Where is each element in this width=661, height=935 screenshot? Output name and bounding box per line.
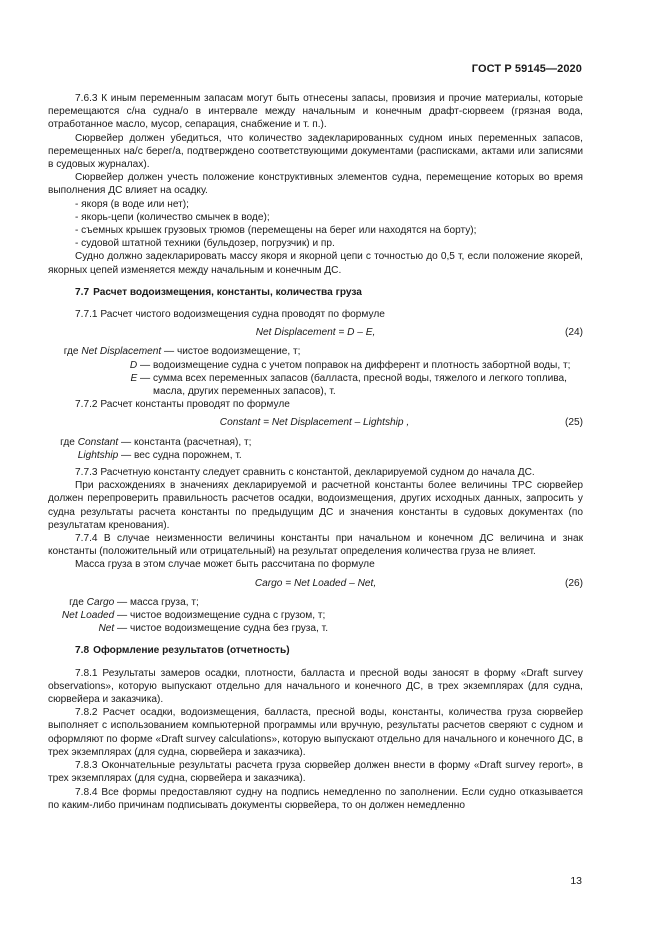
paragraph: Судно должно задекларировать массу якоря и якорной цепи с точностью до 0,5 т, если положение якорей, якорных цепей изменяется между начальным и конечным ДС. xyxy=(48,251,583,276)
paragraph: 7.6.3 К иным переменным запасам могут быть отнесены запасы, провизия и прочие материалы, которые перемещаются с/на судна/о в интервале между начальным и конечным драфт-сюрвеем (грязная вода, отработанное масло, мусор, сепарация, снабжение и т. п.). xyxy=(48,93,583,131)
definition-description: константа (расчетная), т; xyxy=(134,436,252,448)
document-body xyxy=(48,92,583,812)
definition-description: сумма всех переменных запасов (балласта, пресной воды, тяжелого и легкого топлива, масла, других переменных запасов), т. xyxy=(153,372,567,398)
definition-row: Lightship — вес судна порожнем, т. xyxy=(48,449,583,462)
section-number: 7.7 xyxy=(75,286,90,298)
definitions-list xyxy=(48,345,583,398)
section-number: 7.8 xyxy=(75,645,90,657)
paragraph: 7.8.4 Все формы предоставляют судну на подпись немедленно по заполнении. Если судно отказывается по каким-либо причинам подписывать документы сюрвейера, то он должен немедленно xyxy=(48,786,583,811)
definition-term: Lightship xyxy=(77,449,119,461)
definition-row: Net Loaded — чистое водоизмещение судна с грузом, т; xyxy=(48,609,583,622)
definition-description: чистое водоизмещение, т; xyxy=(177,346,301,358)
formula-expression: Cargo = Net Loaded – Net, xyxy=(254,577,377,589)
paragraph: При расхождениях в значениях декларируемой и расчетной константы более величины TPC сюрвейер должен перепроверить правильность расчетов осадки, водоизмещения, других исходных данных, запросить у судна результаты расчета константы по предыдущим ДС и значения константы в судовых документах (по результатам кренования). xyxy=(48,480,583,531)
definition-row: где Net Displacement — чистое водоизмещение, т; xyxy=(48,345,583,358)
definition-term: Net xyxy=(98,623,115,635)
definition-description: масса груза, т; xyxy=(130,596,199,608)
paragraph: Сюрвейер должен учесть положение конструктивных элементов судна, перемещение которых во время выполнения ДС влияет на осадку. xyxy=(48,172,583,197)
definition-row: D — водоизмещение судна с учетом поправок на дифферент и плотность забортной воды, т; xyxy=(48,359,583,372)
definition-term: Cargo xyxy=(86,596,115,608)
list-item: - якоря (в воде или нет); xyxy=(75,198,189,210)
paragraph: Масса груза в этом случае может быть рассчитана по формуле xyxy=(75,559,375,571)
definitions-list xyxy=(48,596,583,636)
definition-term: E xyxy=(130,372,138,384)
formula-expression: Net Displacement = D – E, xyxy=(255,327,376,339)
formula xyxy=(48,326,583,339)
definition-row: Net — чистое водоизмещение судна без груза, т. xyxy=(48,622,583,635)
page-number: 13 xyxy=(570,875,582,887)
definition-row: E — сумма всех переменных запасов (балласта, пресной воды, тяжелого и легкого топлива, масла, других переменных запасов), т. xyxy=(48,372,583,398)
definition-prefix: где xyxy=(63,346,82,358)
list-item: - якорь-цепи (количество смычек в воде); xyxy=(75,211,270,223)
paragraph: 7.7.1 Расчет чистого водоизмещения судна проводят по формуле xyxy=(75,309,385,321)
definition-row: где Cargo — масса груза, т; xyxy=(48,596,583,609)
section-title: Расчет водоизмещения, константы, количества груза xyxy=(93,286,362,298)
definition-term: Constant xyxy=(77,436,119,448)
equation-number: (26) xyxy=(564,577,583,589)
definition-description: чистое водоизмещение судна с грузом, т; xyxy=(130,610,326,622)
section-title: Оформление результатов (отчетность) xyxy=(93,645,290,657)
paragraph: 7.7.3 Расчетную константу следует сравнить с константой, декларируемой судном до начала ДС. xyxy=(75,467,535,479)
definition-description: водоизмещение судна с учетом поправок на дифферент и плотность забортной воды, т; xyxy=(153,359,571,371)
equation-number: (24) xyxy=(564,327,583,339)
formula xyxy=(48,416,583,429)
equation-number: (25) xyxy=(564,417,583,429)
definition-description: вес судна порожнем, т. xyxy=(134,449,242,461)
list-item: - съемных крышек грузовых трюмов (перемещены на берег или находятся на борту); xyxy=(75,225,477,237)
definition-description: чистое водоизмещение судна без груза, т. xyxy=(130,623,329,635)
formula-expression: Constant = Net Displacement – Lightship , xyxy=(219,417,410,429)
paragraph: 7.7.4 В случае неизменности величины константы при начальном и конечном ДС величина и знак константы (положительный или отрицательный) на результат определения количества груза не влияет. xyxy=(48,533,583,558)
definition-term: D xyxy=(129,359,138,371)
paragraph: 7.8.3 Окончательные результаты расчета груза сюрвейер должен внести в форму «Draft survey report», в трех экземплярах (для судна, сюрвейера и заказчика). xyxy=(48,760,583,785)
section-heading xyxy=(48,286,583,299)
list-item: - судовой штатной техники (бульдозер, погрузчик) и пр. xyxy=(75,238,335,250)
definition-prefix: где xyxy=(60,436,78,448)
standard-header: ГОСТ Р 59145—2020 xyxy=(471,63,582,75)
definition-term: Net Loaded xyxy=(61,610,115,622)
paragraph: Сюрвейер должен убедиться, что количество задекларированных судном иных переменных запасов, перемещенных на/с берег/а, подтверждено соответствующими документами (расписками, актами или записями в судовых журналах). xyxy=(48,132,583,171)
paragraph: 7.8.2 Расчет осадки, водоизмещения, балласта, пресной воды, константы, количества груза сюрвейер выполняет с использованием компьютерной программы или вручную, результаты расчетов сверяют с судном и оформляют по форме «Draft survey calculations», которую выпускают отдельно для начального и конечного ДС, в трех экземплярах (для судна, сюрвейера и заказчика). xyxy=(48,707,583,758)
section-heading xyxy=(48,644,583,657)
formula xyxy=(48,577,583,590)
definition-prefix: где xyxy=(69,596,87,608)
definitions-list xyxy=(48,436,583,462)
definition-row: где Constant — константа (расчетная), т; xyxy=(48,436,583,449)
definition-term: Net Displacement xyxy=(81,346,162,358)
paragraph: 7.8.1 Результаты замеров осадки, плотности, балласта и пресной воды заносят в форму «Draft survey observations», которую выпускают отдельно для начального и конечного ДС, в трех экземплярах (для судна, сюрвейера и заказчика). xyxy=(48,667,583,706)
paragraph: 7.7.2 Расчет константы проводят по формуле xyxy=(75,399,290,411)
